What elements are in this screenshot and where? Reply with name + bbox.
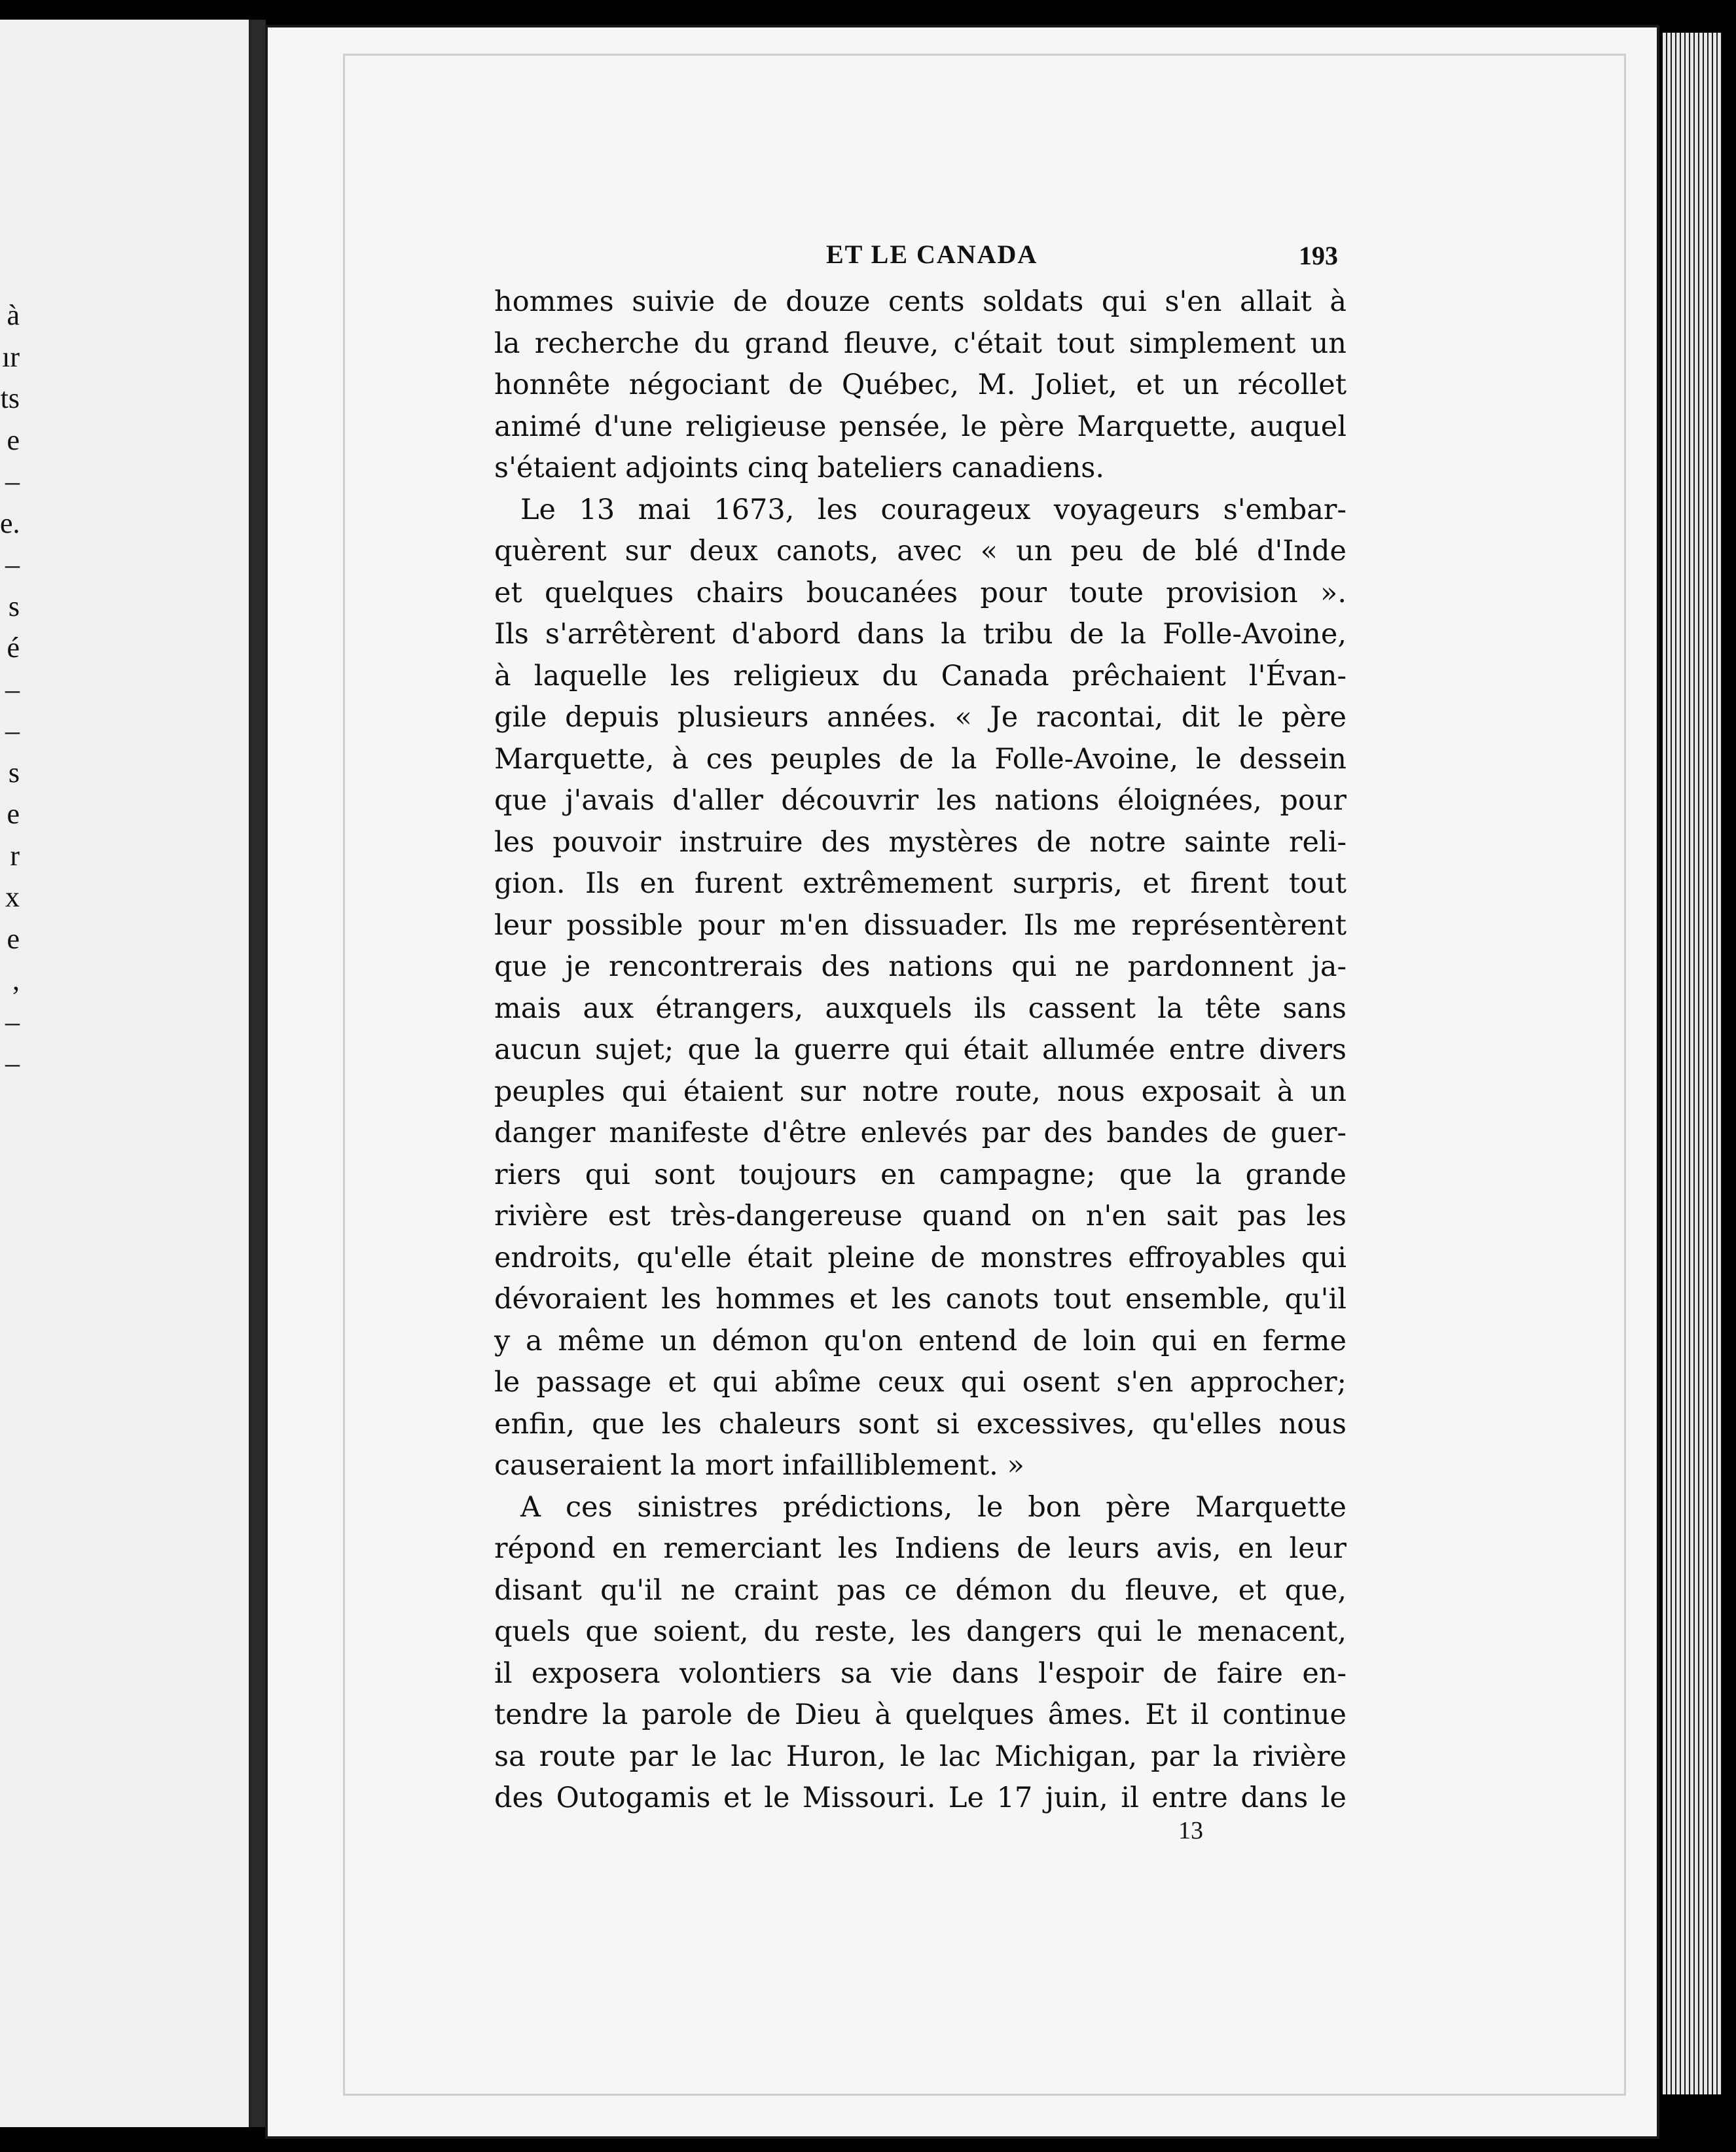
- text-line: mais aux étrangers, auxquels ils cassent la tête sans: [494, 992, 1347, 1025]
- fragment: ır: [2, 340, 20, 373]
- text-line: peuples qui étaient sur notre route, nous exposait à un: [494, 1075, 1347, 1108]
- fragment: ,: [12, 964, 20, 996]
- text-line: rivière est très-dangereuse quand on n'en sait pas les: [494, 1200, 1347, 1232]
- fragment: –: [5, 465, 20, 497]
- fragment: e: [7, 423, 20, 456]
- text-line: la recherche du grand fleuve, c'était tout simplement un: [494, 327, 1347, 360]
- fragment: s: [8, 756, 20, 789]
- text-line: disant qu'il ne craint pas ce démon du fleuve, et que,: [494, 1573, 1347, 1607]
- fragment: ts: [0, 382, 20, 414]
- fragment: –: [5, 1047, 20, 1079]
- fragment: s: [8, 590, 20, 622]
- page-number: 193: [1299, 241, 1338, 270]
- text-line: aucun sujet; que la guerre qui était allumée entre divers: [494, 1033, 1347, 1066]
- text-line: tendre la parole de Dieu à quelques âmes. Et il continue: [494, 1698, 1347, 1731]
- text-line: gile depuis plusieurs années. « Je racontai, dit le père: [494, 701, 1347, 734]
- text-line: Ils s'arrêtèrent d'abord dans la tribu de la Folle-Avoine,: [494, 618, 1347, 651]
- fragment: x: [5, 881, 20, 913]
- text-line: sa route par le lac Huron, le lac Michigan, par la rivière: [494, 1740, 1347, 1773]
- fragment: –: [5, 673, 20, 706]
- text-line: s'étaient adjoints cinq bateliers canadiens.: [494, 452, 1104, 484]
- text-line: Marquette, à ces peuples de la Folle-Avoine, le dessein: [494, 742, 1347, 776]
- fragment: e: [7, 798, 20, 830]
- fragment: e: [7, 922, 20, 955]
- text-line: quels que soient, du reste, les dangers qui le menacent,: [494, 1615, 1347, 1648]
- text-line: que je rencontrerais des nations qui ne pardonnent ja-: [494, 950, 1347, 983]
- page-stack-edges: [1663, 33, 1722, 2094]
- text-line: hommes suivie de douze cents soldats qui s'en allait à: [494, 285, 1347, 318]
- fragment: é: [7, 632, 20, 664]
- previous-page-fragments: [0, 295, 20, 1085]
- book-gutter: [251, 20, 266, 2127]
- text-line: gion. Ils en furent extrêmement surpris, et firent tout: [494, 867, 1347, 900]
- text-line: y a même un démon qu'on entend de loin qui en ferme: [494, 1324, 1347, 1357]
- text-line: animé d'une religieuse pensée, le père Marquette, auquel: [494, 410, 1347, 443]
- text-line: Le 13 mai 1673, les courageux voyageurs s'embar-: [520, 493, 1347, 526]
- text-line: honnête négociant de Québec, M. Joliet, et un récollet: [494, 368, 1347, 401]
- fragment: à: [7, 299, 20, 331]
- text-line: A ces sinistres prédictions, le bon père Marquette: [520, 1490, 1347, 1524]
- previous-page-edge: [0, 20, 254, 2127]
- text-line: enfin, que les chaleurs sont si excessives, qu'elles nous: [494, 1407, 1347, 1441]
- text-line: que j'avais d'aller découvrir les nations éloignées, pour: [494, 784, 1347, 817]
- fragment: –: [5, 1005, 20, 1038]
- text-line: des Outogamis et le Missouri. Le 17 juin, il entre dans le: [494, 1782, 1347, 1814]
- text-line: les pouvoir instruire des mystères de notre sainte reli-: [494, 825, 1347, 859]
- fragment: –: [5, 548, 20, 581]
- text-line: riers qui sont toujours en campagne; que la grande: [494, 1158, 1347, 1191]
- text-line: causeraient la mort infailliblement. »: [494, 1449, 1024, 1482]
- text-line: dévoraient les hommes et les canots tout ensemble, qu'il: [494, 1283, 1347, 1316]
- text-line: quèrent sur deux canots, avec « un peu de blé d'Inde: [494, 535, 1347, 567]
- fragment: r: [10, 839, 20, 872]
- text-line: répond en remerciant les Indiens de leurs avis, en leur: [494, 1532, 1347, 1565]
- text-line: leur possible pour m'en dissuader. Ils me représentèrent: [494, 908, 1347, 942]
- fragment: –: [5, 715, 20, 747]
- running-head: ET LE CANADA: [826, 240, 1038, 269]
- text-line: le passage et qui abîme ceux qui osent s'en approcher;: [494, 1366, 1347, 1399]
- signature-mark: 13: [1178, 1817, 1203, 1844]
- text-line: il exposera volontiers sa vie dans l'espoir de faire en-: [494, 1657, 1347, 1690]
- text-line: à laquelle les religieux du Canada prêchaient l'Évan-: [494, 659, 1347, 692]
- text-line: danger manifeste d'être enlevés par des bandes de guer-: [494, 1117, 1347, 1149]
- text-line: et quelques chairs boucanées pour toute provision ».: [494, 576, 1347, 609]
- text-line: endroits, qu'elle était pleine de monstres effroyables qui: [494, 1241, 1347, 1274]
- body-text: [494, 281, 1347, 1820]
- fragment: e.: [0, 507, 20, 539]
